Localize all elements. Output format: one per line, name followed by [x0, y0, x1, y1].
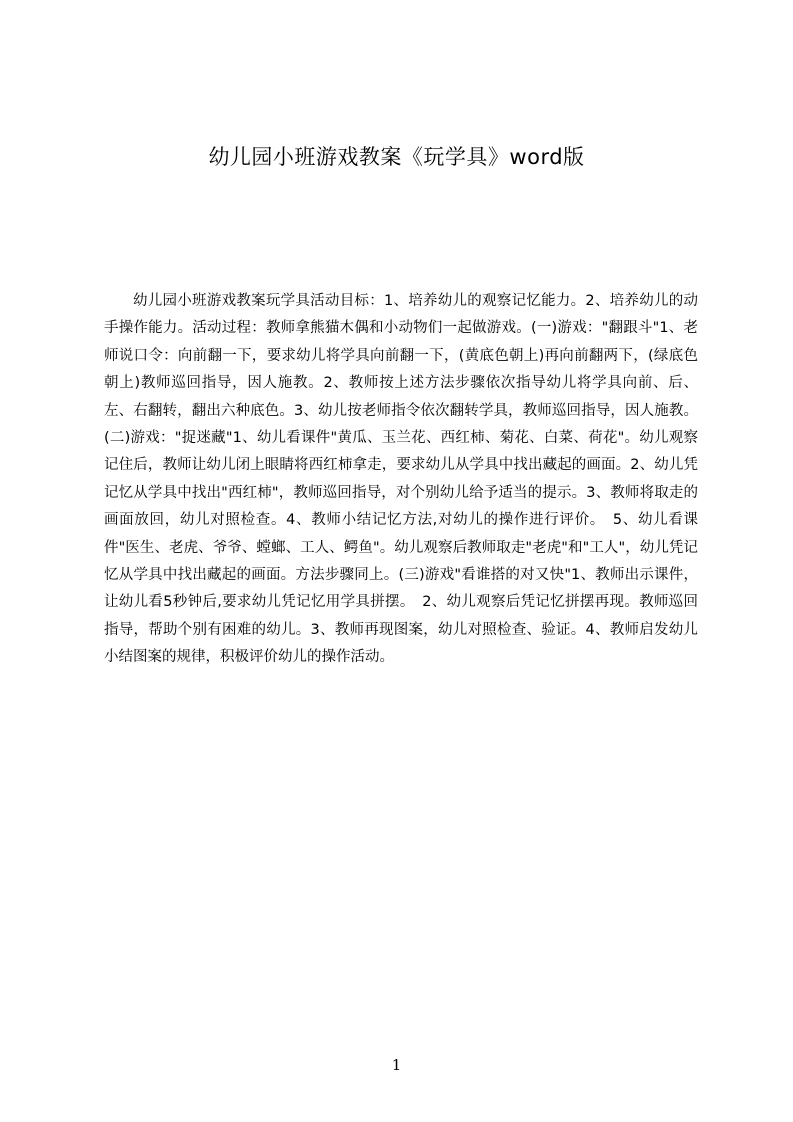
document-body-text: 幼儿园小班游戏教案玩学具活动目标：1、培养幼儿的观察记忆能力。2、培养幼儿的动手操作能力。活动过程：教师拿熊猫木偶和小动物们一起做游戏。(一)游戏："翻跟斗"1、老师说口令：向前翻一下，要求幼儿将学具向前翻一下，(黄底色朝上)再向前翻两下，(绿底色朝上)教师巡回指导，因人施教。2、教师按上述方法步骤依次指导幼儿将学具向前、后、左、右翻转，翻出六种底色。3、幼儿按老师指令依次翻转学具，教师巡回指导，因人施教。(二)游戏："捉迷藏"1、幼儿看课件"黄瓜、玉兰花、西红柿、菊花、白菜、荷花"。幼儿观察记住后，教师让幼儿闭上眼睛将西红柿拿走，要求幼儿从学具中找出藏起的画面。2、幼儿凭记忆从学具中找出"西红柿"，教师巡回指导，对个别幼儿给予适当的提示。3、教师将取走的画面放回，幼儿对照检查。4、教师小结记忆方法,对幼儿的操作进行评价。 5、幼儿看课件"医生、老虎、爷爷、螳螂、工人、鳄鱼"。幼儿观察后教师取走"老虎"和"工人"，幼儿凭记忆从学具中找出藏起的画面。方法步骤同上。(三)游戏"看谁搭的对又快"1、教师出示课件，让幼儿看5秒钟后,要求幼儿凭记忆用学具拼摆。 2、幼儿观察后凭记忆拼摆再现。教师巡回指导，帮助个别有困难的幼儿。3、教师再现图案，幼儿对照检查、验证。4、教师启发幼儿小结图案的规律，积极评价幼儿的操作活动。	[104, 293, 698, 666]
document-title: 幼儿园小班游戏教案《玩学具》word版	[208, 145, 585, 169]
page-number: 1	[391, 1056, 402, 1074]
